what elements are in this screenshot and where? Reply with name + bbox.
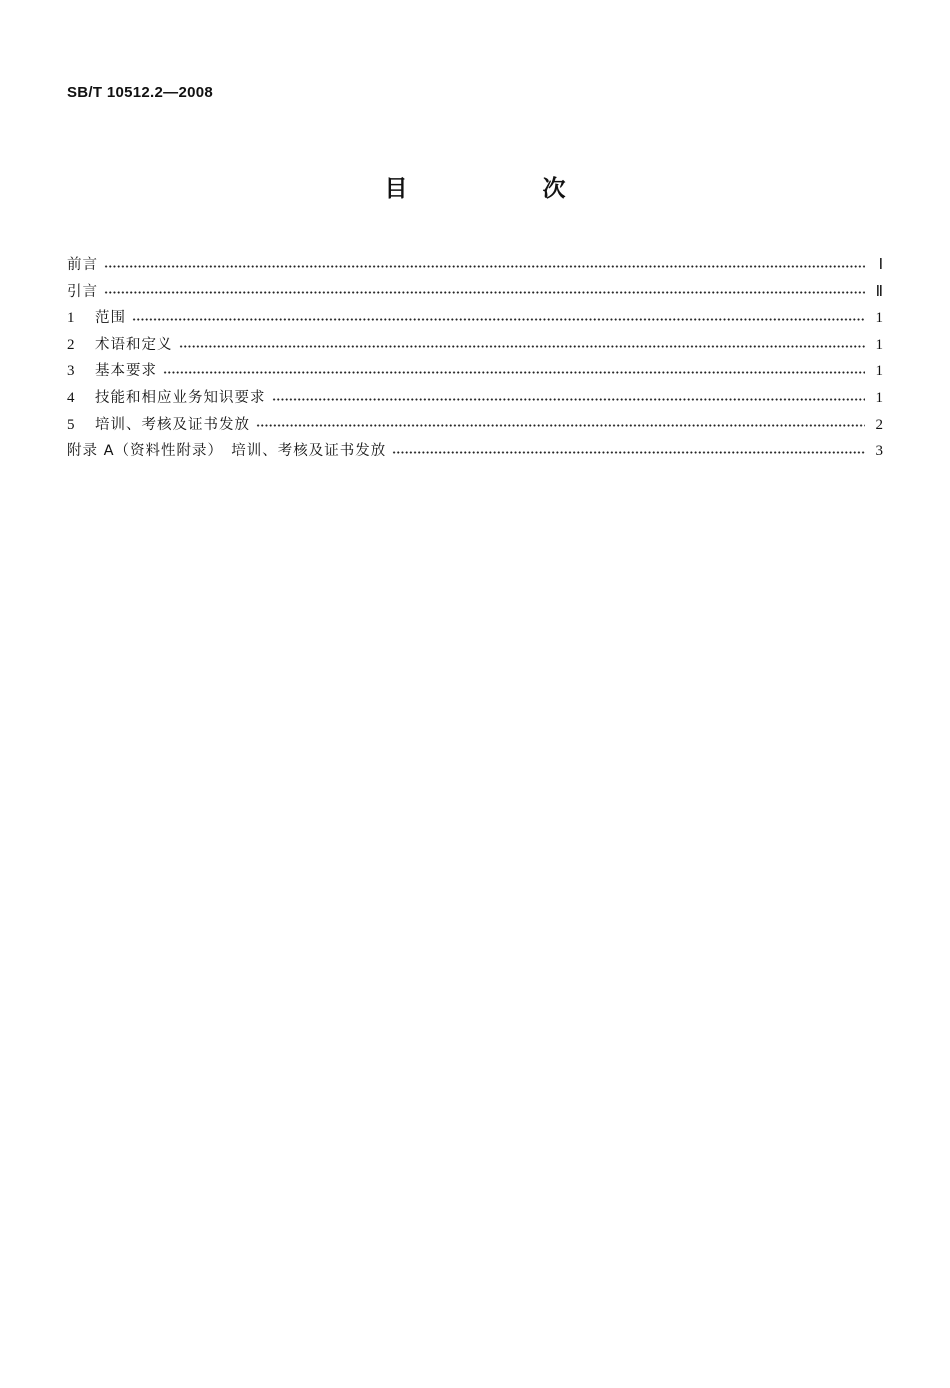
dot-leader <box>132 313 865 325</box>
toc-entry-number: 1 <box>67 310 75 327</box>
toc-entry-number: 4 <box>67 389 75 406</box>
dot-leader <box>272 393 866 405</box>
toc-entry-page: 3 <box>875 443 883 460</box>
toc-entry-scope[interactable] <box>67 305 883 332</box>
toc-entry-title: 引言 <box>67 283 98 300</box>
toc-entry-number: 5 <box>67 416 75 433</box>
toc-entry-page: Ⅱ <box>875 283 883 300</box>
toc-entry-number: 2 <box>67 336 75 353</box>
toc-entry-foreword[interactable] <box>67 252 883 279</box>
dot-leader <box>163 367 865 379</box>
table-of-contents <box>67 252 883 465</box>
toc-entry-page: 1 <box>875 310 883 327</box>
toc-entry-number: 3 <box>67 363 75 380</box>
toc-entry-skills[interactable] <box>67 385 883 412</box>
toc-entry-title: 基本要求 <box>95 363 157 380</box>
toc-entry-title: 前言 <box>67 257 98 273</box>
dot-leader <box>104 260 865 272</box>
toc-entry-page: 1 <box>875 336 883 353</box>
dot-leader <box>179 340 866 352</box>
toc-entry-training[interactable] <box>67 412 883 439</box>
toc-entry-page: 1 <box>875 363 883 380</box>
toc-entry-introduction[interactable] <box>67 279 883 306</box>
standard-number: SB/T 10512.2—2008 <box>67 84 214 101</box>
toc-entry-page: 2 <box>875 416 883 433</box>
dot-leader <box>104 287 865 299</box>
toc-entry-page: Ⅰ <box>878 257 883 273</box>
toc-entry-title: 附录 A（资料性附录） 培训、考核及证书发放 <box>67 443 387 460</box>
toc-entry-terms[interactable] <box>67 332 883 359</box>
toc-entry-page: 1 <box>875 389 883 406</box>
toc-title: 目 次 <box>384 176 622 202</box>
toc-entry-title: 范围 <box>95 310 126 327</box>
toc-entry-title: 技能和相应业务知识要求 <box>95 389 266 406</box>
dot-leader <box>392 446 865 458</box>
toc-entry-basic-requirements[interactable] <box>67 358 883 385</box>
toc-entry-appendix-a[interactable] <box>67 438 883 465</box>
dot-leader <box>256 420 865 432</box>
toc-entry-title: 术语和定义 <box>95 336 173 353</box>
toc-entry-title: 培训、考核及证书发放 <box>95 416 250 433</box>
